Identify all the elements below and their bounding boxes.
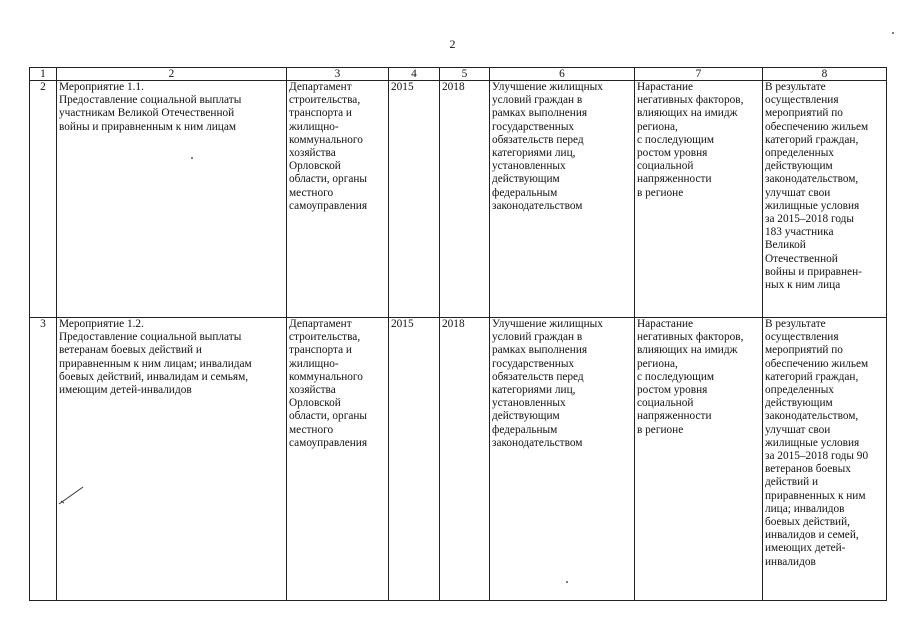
header-cell-4: 4 (389, 68, 440, 81)
page-number: 2 (449, 37, 456, 51)
table-row (30, 318, 887, 601)
header-cell-7: 7 (635, 68, 763, 81)
start-year-cell: 2015 (389, 318, 440, 601)
expected-result-cell: Улучшение жилищных условий граждан в рамках выполнения государственных обязательств перед категориями лиц, установленных действующим федеральным законодательством (490, 318, 635, 601)
scan-speck (566, 581, 568, 583)
consequences-cell: Нарастание негативных факторов, влияющих на имидж региона, с последующим ростом уровня социальной напряженности в регионе (635, 81, 763, 318)
header-cell-8: 8 (763, 68, 887, 81)
header-cell-3: 3 (287, 68, 389, 81)
table-header-row (30, 68, 887, 81)
end-year-cell: 2018 (440, 318, 490, 601)
header-cell-5: 5 (440, 68, 490, 81)
measure-cell: Мероприятие 1.1. Предоставление социальной выплаты участникам Великой Отечественной войны и приравненным к ним лицам (57, 81, 287, 318)
header-cell-1: 1 (30, 68, 57, 81)
consequences-cell: Нарастание негативных факторов, влияющих на имидж региона, с последующим ростом уровня социальной напряженности в регионе (635, 318, 763, 601)
table-row (30, 81, 887, 318)
row-number: 3 (30, 318, 57, 601)
row-number: 2 (30, 81, 57, 318)
start-year-cell: 2015 (389, 81, 440, 318)
executor-cell: Департамент строительства, транспорта и жилищно- коммунального хозяйства Орловской области, органы местного самоуправления (287, 318, 389, 601)
expected-result-cell: Улучшение жилищных условий граждан в рамках выполнения государственных обязательств перед категориями лиц, установленных действующим федеральным законодательством (490, 81, 635, 318)
header-cell-6: 6 (490, 68, 635, 81)
end-year-cell: 2018 (440, 81, 490, 318)
scan-speck (191, 157, 193, 159)
outcome-cell: В результате осуществления мероприятий по обеспечению жильем категорий граждан, определенных действующим законодательством, улучшат свои жилищные условия за 2015–2018 годы 90 ветеранов боевых действий и приравненных к ним лица; инвалидов боевых действий, инвалидов и семей, имеющих детей- инвалидов (763, 318, 887, 601)
scan-speck (892, 32, 894, 34)
header-cell-2: 2 (57, 68, 287, 81)
measure-cell: Мероприятие 1.2. Предоставление социальной выплаты ветеранам боевых действий и приравненным к ним лицам; инвалидам боевых действий, инвалидам и семьям, имеющим детей-инвалидов (57, 318, 287, 601)
executor-cell: Департамент строительства, транспорта и жилищно- коммунального хозяйства Орловской области, органы местного самоуправления (287, 81, 389, 318)
pen-mark (57, 484, 87, 506)
measures-table (29, 67, 887, 601)
outcome-cell: В результате осуществления мероприятий по обеспечению жильем категорий граждан, определенных действующим законодательством, улучшат свои жилищные условия за 2015–2018 годы 183 участника Великой Отечественной войны и приравнен- ных к ним лица (763, 81, 887, 318)
